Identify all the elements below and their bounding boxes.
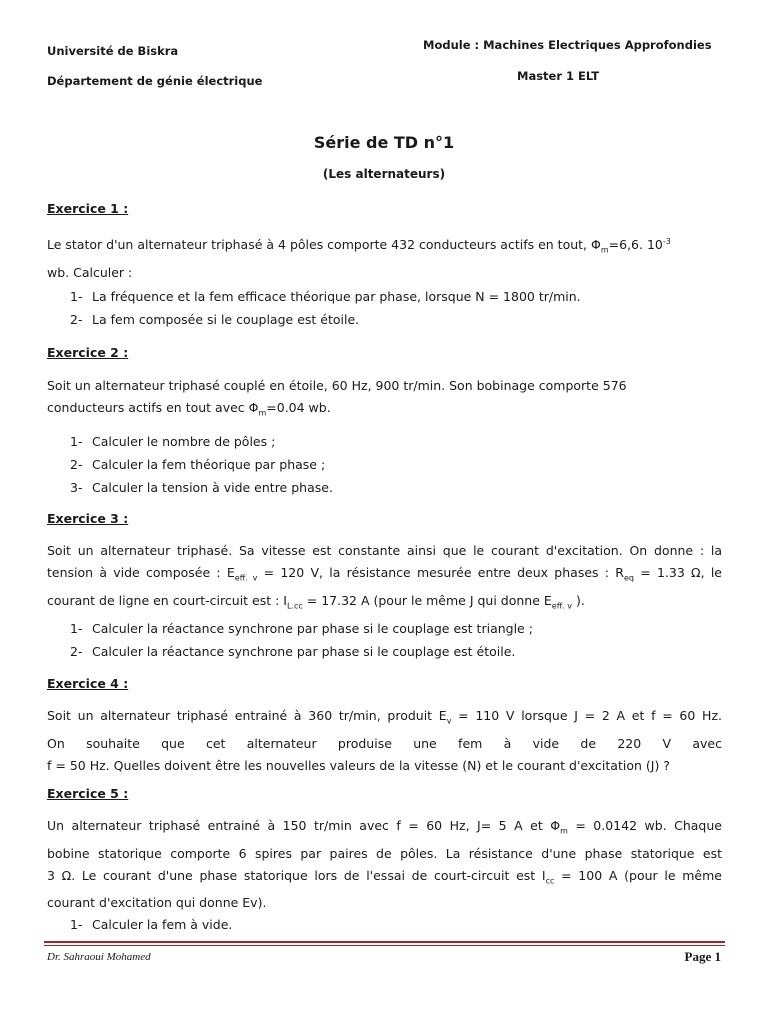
list-item: 2- Calculer la fem théorique par phase ; <box>70 457 326 472</box>
exercise-1-list <box>70 285 581 331</box>
list-item: 2- La fem composée si le couplage est étoile. <box>70 312 360 327</box>
page-number: Page 1 <box>684 949 721 964</box>
list-item: 1- Calculer la réactance synchrone par phase si le couplage est triangle ; <box>70 621 533 636</box>
university-name: Université de Biskra <box>47 44 179 58</box>
list-item: 1- Calculer la fem à vide. <box>70 917 233 932</box>
exercise-3-list <box>70 617 533 663</box>
exercise-2-list <box>70 430 333 499</box>
department-name: Département de génie électrique <box>47 74 263 88</box>
module-name: Module : Machines Electriques Approfondies <box>423 38 712 52</box>
exercise-3-text: Soit un alternateur triphasé. Sa vitesse est constante ainsi que le courant d'excitation. On donne : la tension à vide composée : $E_{eff. v} = 120$ V, la résistance mesurée entre deux phases : $R_{eq} = 1.33$ Ω, le courant de ligne en court-circuit est : $I_{L.cc} = 17.32$ A (pour le même J qui donne $E_{eff. v}$ ). <box>47 543 722 610</box>
exercise-4-text: Soit un alternateur triphasé entrainé à 360 tr/min, produit $E_v = 110$ V lorsque J = 2 A et f = 60 Hz. On souhaite que cet alternateur produise une fem à vide de 220 V avec f = 50 Hz. Quelles doivent être les nouvelles valeurs de la vitesse (N) et le courant d'excitation (J) ? <box>47 708 722 773</box>
exercise-5-list <box>70 913 232 936</box>
exercise-4-heading: Exercice 4 : <box>47 676 129 691</box>
footer-author: Dr. Sahraoui Mohamed <box>47 951 151 963</box>
list-item: 2- Calculer la réactance synchrone par phase si le couplage est étoile. <box>70 644 516 659</box>
exercise-1-heading: Exercice 1 : <box>47 201 129 216</box>
list-item: 1- La fréquence et la fem efficace théorique par phase, lorsque N = 1800 tr/min. <box>70 289 581 304</box>
document-subtitle: (Les alternateurs) <box>322 167 446 181</box>
exercise-2-text: Soit un alternateur triphasé couplé en étoile, 60 Hz, 900 tr/min. Son bobinage comporte 576 conducteurs actifs en tout avec $\Phi_m=0.04$ wb. <box>47 378 627 418</box>
list-item: 3- Calculer la tension à vide entre phase. <box>70 480 333 495</box>
document-title: Série de TD n°1 <box>313 133 455 152</box>
exercise-1-text: Le stator d'un alternateur triphasé à 4 pôles comporte 432 conducteurs actifs en tout, $\Phi_m=6,6$. $10^{-3}$ wb. Calculer : <box>47 237 671 280</box>
footer-rule <box>44 941 725 943</box>
exercise-2-heading: Exercice 2 : <box>47 345 129 360</box>
footer-rule-thin <box>44 945 725 946</box>
list-item: 1- Calculer le nombre de pôles ; <box>70 434 276 449</box>
level-name: Master 1 ELT <box>517 69 600 83</box>
exercise-5-text: Un alternateur triphasé entrainé à 150 tr/min avec f = 60 Hz, J= 5 A et $\Phi_m = 0.0142$ wb. Chaque bobine statorique comporte 6 spires par paires de pôles. La résistance d'une phase statorique est 3 Ω. Le courant d'une phase statorique lors de l'essai de court-circuit est $I_{cc} = 100$ A (pour le même courant d'excitation qui donne Ev). <box>47 818 722 910</box>
exercise-3-heading: Exercice 3 : <box>47 511 129 526</box>
exercise-5-heading: Exercice 5 : <box>47 786 129 801</box>
